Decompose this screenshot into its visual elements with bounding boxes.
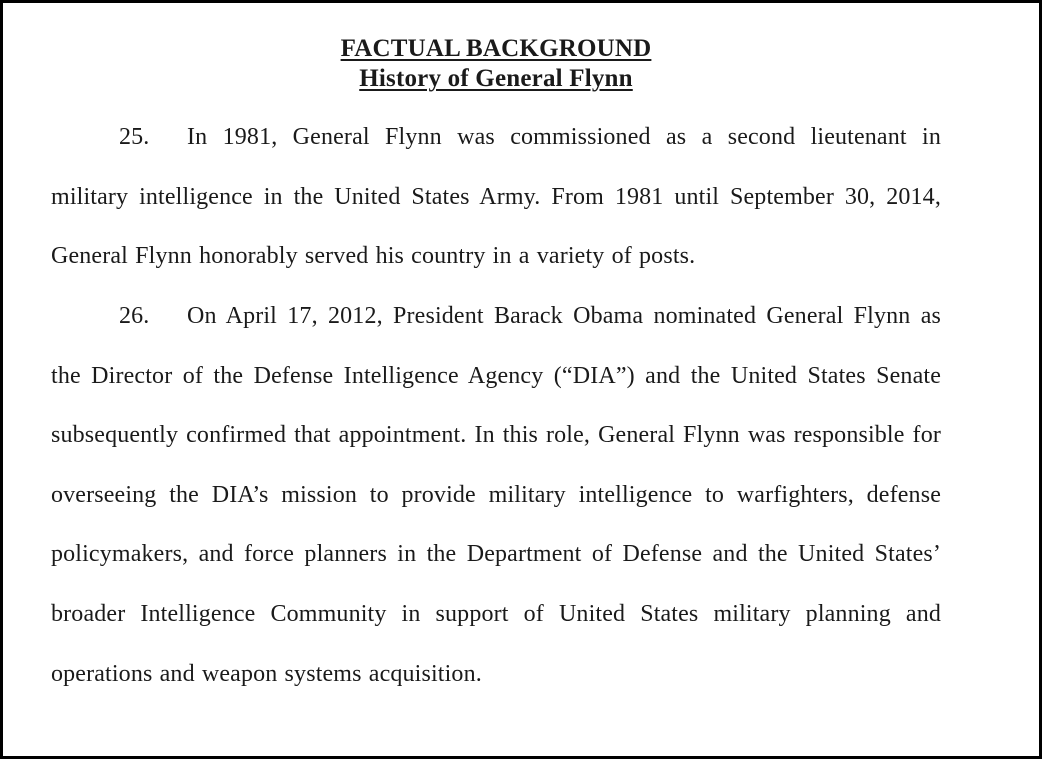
paragraph-text: On April 17, 2012, President Barack Obama nominated General Flynn as the Director of the Defense Intelligence Agency (“DIA”) and the United States Senate subsequently confirmed that appointment. In this role, General Flynn was responsible for overseeing the DIA’s mission to provide military intelligence to warfighters, defense policymakers, and force planners in the Department of Defense and the United States’ broader Intelligence Community in support of United States military planning and operations and weapon systems acquisition. xyxy=(51,303,941,687)
paragraph-number: 25. xyxy=(119,124,150,150)
paragraph-26 xyxy=(51,287,941,704)
paragraph-number: 26. xyxy=(119,303,150,329)
paragraph-25 xyxy=(51,108,941,287)
paragraph-text: In 1981, General Flynn was commissioned as a second lieutenant in military intelligence in the United States Army. From 1981 until September 30, 2014, General Flynn honorably served his country in a variety of posts. xyxy=(51,124,941,270)
section-heading: FACTUAL BACKGROUND xyxy=(340,35,652,62)
section-subheading: History of General Flynn xyxy=(359,65,633,92)
